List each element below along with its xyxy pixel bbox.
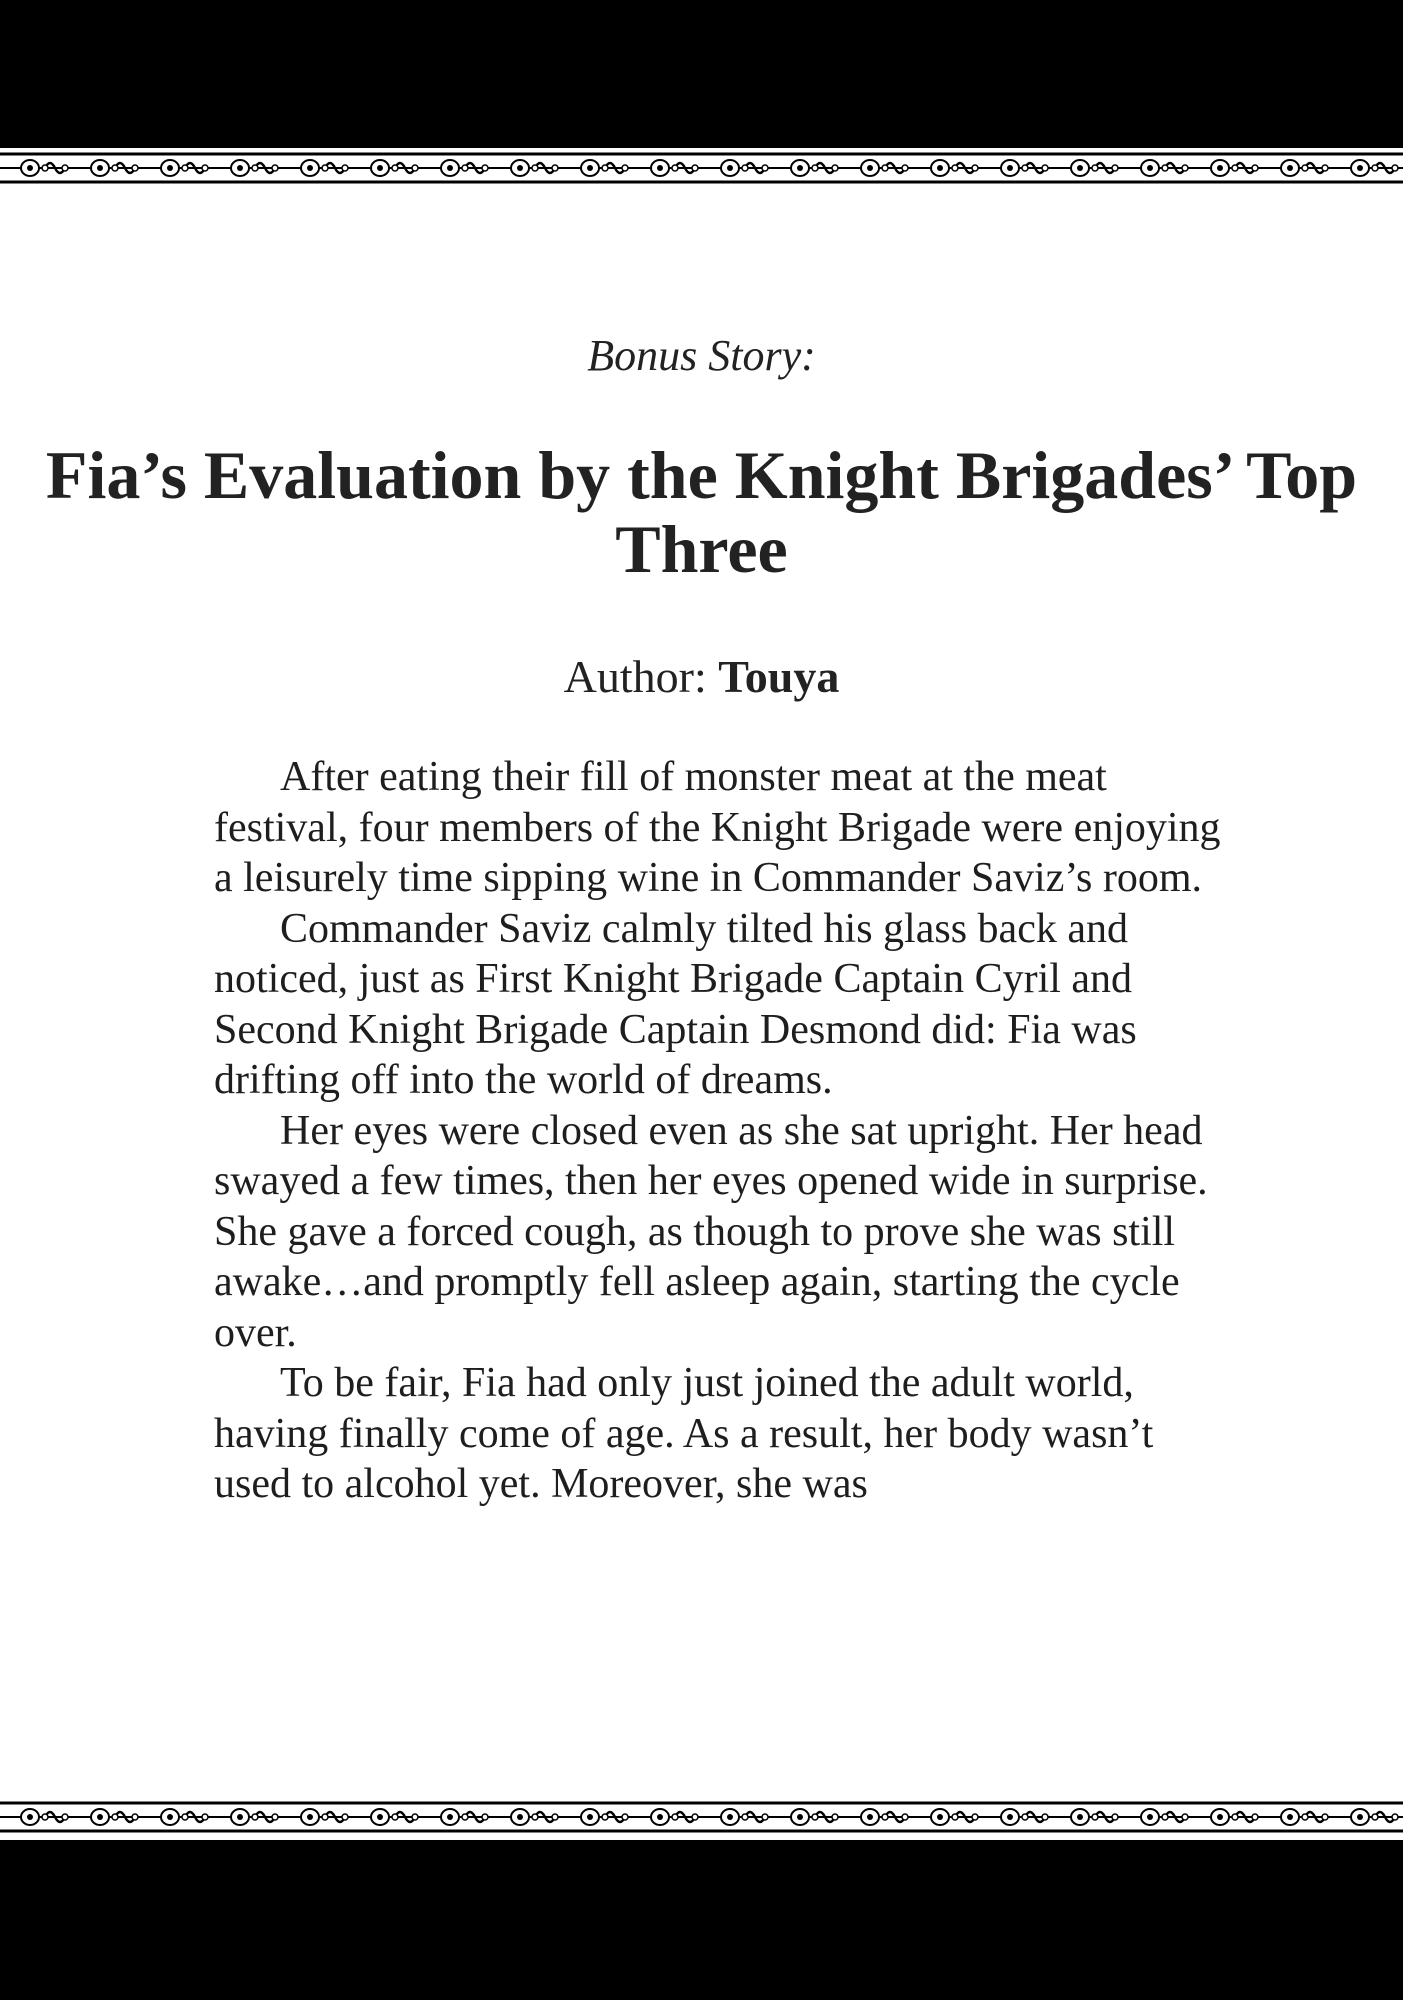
- paragraph: Her eyes were closed even as she sat upright. Her head swayed a few times, then her eyes opened wide in surprise. She gave a forced cough, as though to prove she was still awake…and promptly fell asleep again, starting the cycle over.: [214, 1107, 1208, 1356]
- ornamental-border-bottom: [0, 1797, 1403, 1837]
- author-line: [0, 650, 1403, 703]
- bottom-black-band: [0, 1840, 1403, 2000]
- paragraph: Commander Saviz calmly tilted his glass back and noticed, just as First Knight Brigade Captain Cyril and Second Knight Brigade Captain Desmond did: Fia was drifting off into the world of dreams.: [214, 905, 1137, 1103]
- story-subtitle: Bonus Story:: [587, 331, 816, 380]
- story-title: Fia’s Evaluation by the Knight Brigades’ Top Three: [45, 437, 1358, 587]
- author-label: Author:: [563, 651, 719, 702]
- story-body: [214, 752, 1224, 1510]
- paragraph: To be fair, Fia had only just joined the adult world, having finally come of age. As a result, her body wasn’t used to alcohol yet. Moreover, she was: [214, 1360, 1154, 1507]
- paragraph: After eating their fill of monster meat at the meat festival, four members of the Knight Brigade were enjoying a leisurely time sipping wine in Commander Saviz’s room.: [214, 754, 1221, 901]
- top-black-band: [0, 0, 1403, 150]
- author-name: Touya: [718, 651, 840, 702]
- ornamental-border-top: [0, 148, 1403, 188]
